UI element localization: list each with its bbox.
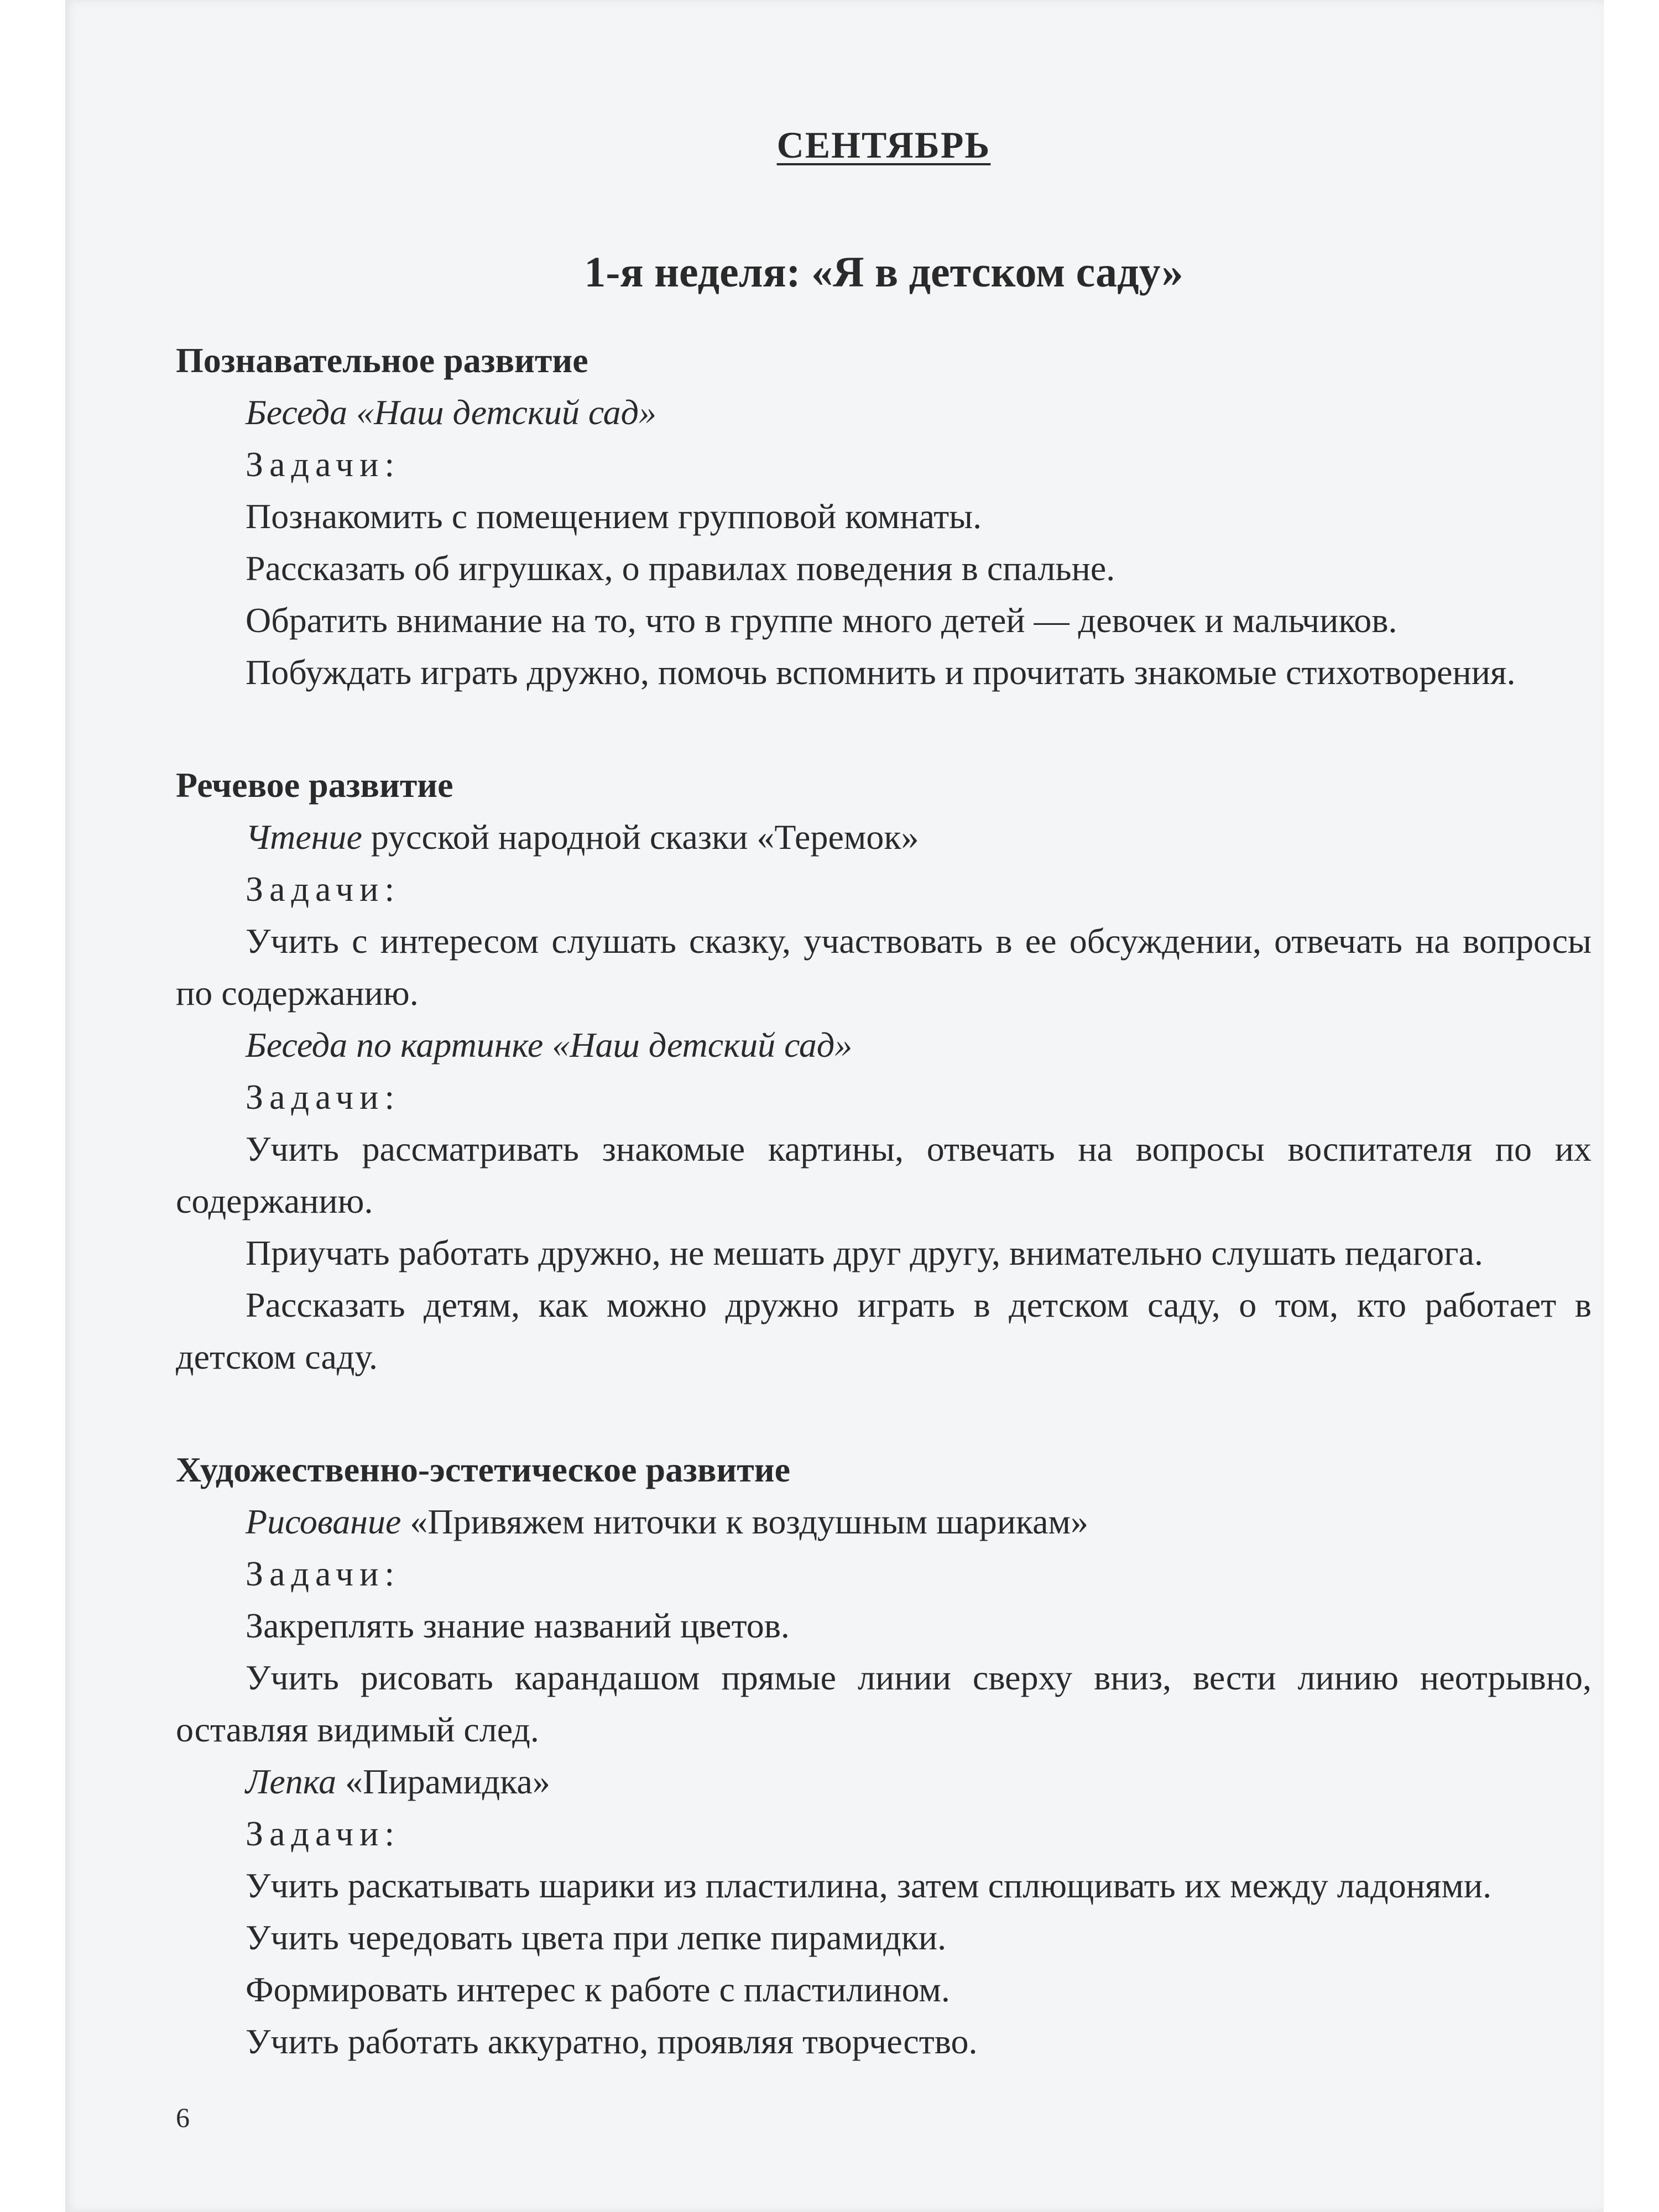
activity-type: Лепка [246,1762,337,1801]
task-item: Приучать работать дружно, не мешать друг другу, внимательно слушать педагога. [246,1233,1483,1272]
activity-line [176,387,1592,439]
task-item: Учить работать аккуратно, проявляя творчество. [246,2022,978,2061]
activity-topic: «Пирамидка» [336,1762,550,1801]
activity-topic: «Привяжем ниточки к воздушным шарикам» [401,1502,1089,1541]
page-number: 6 [176,2102,190,2133]
activity-line [176,1496,1592,1548]
task-item: Рассказать об игрушках, о правилах поведения в спальне. [246,549,1115,588]
activity-type: Рисование [246,1502,401,1541]
page-content [176,119,1592,2068]
section-title-cognitive: Познавательное развитие [176,341,588,380]
activity-type: Беседа по картинке «Наш детский сад» [246,1025,853,1065]
task-item: Рассказать детям, как можно дружно играть в детском саду, о том, кто работает в детском саду. [176,1285,1592,1376]
task-item: Учить рисовать карандашом прямые линии сверху вниз, вести линию неотрывно, оставляя видимый след. [176,1658,1592,1749]
task-item: Учить чередовать цвета при лепке пирамидки. [246,1918,947,1957]
activity-type: Чтение [246,817,362,857]
tasks-label: Задачи: [246,869,401,909]
tasks-label: Задачи: [246,1077,401,1117]
document-page [65,0,1604,2212]
task-item: Учить рассматривать знакомые картины, отвечать на вопросы воспитателя по их содержанию. [176,1129,1592,1220]
week-heading: 1-я неделя: «Я в детском саду» [584,248,1183,296]
task-item: Учить с интересом слушать сказку, участвовать в ее обсуждении, отвечать на вопросы по содержанию. [176,921,1592,1013]
activity-line [176,811,1592,863]
activity-topic: русской народной сказки «Теремок» [362,817,919,857]
tasks-label: Задачи: [246,445,401,484]
tasks-label: Задачи: [246,1814,401,1853]
section-title-art: Художественно-эстетическое развитие [176,1450,790,1489]
task-item: Закреплять знание названий цветов. [246,1606,790,1645]
activity-type: Беседа «Наш детский сад» [246,393,656,432]
tasks-label: Задачи: [246,1554,401,1593]
activity-line [176,1019,1592,1071]
task-item: Формировать интерес к работе с пластилином. [246,1970,950,2009]
month-heading: СЕНТЯБРЬ [776,124,991,166]
task-item: Учить раскатывать шарики из пластилина, затем сплющивать их между ладонями. [246,1866,1492,1905]
task-item: Обратить внимание на то, что в группе много детей — девочек и мальчиков. [246,601,1397,640]
section-title-speech: Речевое развитие [176,765,453,805]
activity-line [176,1756,1592,1808]
task-item: Побуждать играть дружно, помочь вспомнить и прочитать знакомые стихотворения. [246,653,1516,692]
task-item: Познакомить с помещением групповой комнаты. [246,497,982,536]
